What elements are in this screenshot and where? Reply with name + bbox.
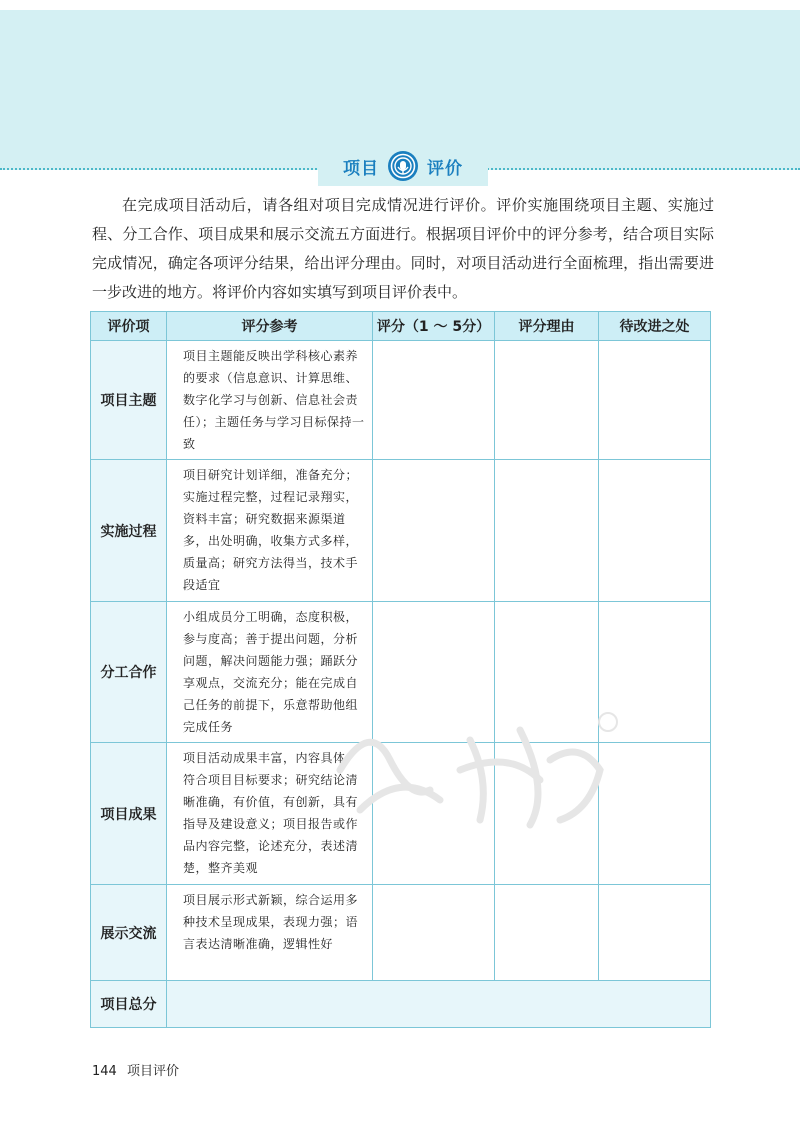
scoring-reference: 项目展示形式新颖，综合运用多种技术呈现成果，表现力强；语言表达清晰准确，逻辑性好 (167, 885, 373, 981)
intro-paragraph: 在完成项目活动后，请各组对项目完成情况进行评价。评价实施围绕项目主题、实施过程、分工合作、项目成果和展示交流五方面进行。根据项目评价中的评分参考，结合项目实际完成情况，确定各项评分结果，给出评分理由。同时，对项目活动进行全面梳理，指出需要进一步改进的地方。将评价内容如实填写到项目评价表中。 (92, 196, 714, 301)
score-cell[interactable] (373, 460, 495, 602)
improvement-cell[interactable] (599, 460, 711, 602)
improvement-cell[interactable] (599, 885, 711, 981)
evaluation-item: 项目成果 (91, 743, 167, 885)
reason-cell[interactable] (495, 460, 599, 602)
column-header: 评价项 (91, 312, 167, 341)
speaker-badge-icon (387, 150, 419, 182)
scoring-reference: 项目研究计划详细，准备充分；实施过程完整，过程记录翔实，资料丰富；研究数据来源渠道多，出处明确，收集方式多样，质量高；研究方法得当，技术手段适宜 (167, 460, 373, 602)
section-title-left: 项目 (343, 158, 379, 179)
score-cell[interactable] (373, 743, 495, 885)
score-cell[interactable] (373, 885, 495, 981)
evaluation-item: 项目主题 (91, 341, 167, 460)
total-score-cell[interactable] (167, 981, 711, 1028)
column-header: 评分参考 (167, 312, 373, 341)
reason-cell[interactable] (495, 602, 599, 743)
evaluation-table (90, 311, 711, 1028)
scoring-reference: 项目活动成果丰富，内容具体，符合项目目标要求；研究结论清晰准确，有价值，有创新，具有指导及建设意义；项目报告或作品内容完整，论述充分，表述清楚，整齐美观 (167, 743, 373, 885)
section-tab (318, 146, 488, 186)
table-row (91, 341, 711, 460)
table-row (91, 602, 711, 743)
table-row (91, 460, 711, 602)
total-score-label: 项目总分 (91, 981, 167, 1028)
improvement-cell[interactable] (599, 743, 711, 885)
column-header: 评分（1 ～ 5分） (373, 312, 495, 341)
column-header: 待改进之处 (599, 312, 711, 341)
column-header: 评分理由 (495, 312, 599, 341)
scoring-reference: 项目主题能反映出学科核心素养的要求（信息意识、计算思维、数字化学习与创新、信息社会责任）；主题任务与学习目标保持一致 (167, 341, 373, 460)
score-cell[interactable] (373, 341, 495, 460)
table-row (91, 743, 711, 885)
improvement-cell[interactable] (599, 602, 711, 743)
scoring-reference: 小组成员分工明确，态度积极，参与度高；善于提出问题，分析问题，解决问题能力强；踊跃分享观点，交流充分；能在完成自己任务的前提下，乐意帮助他组完成任务 (167, 602, 373, 743)
page-number: 144 (92, 1064, 117, 1079)
score-cell[interactable] (373, 602, 495, 743)
evaluation-item: 实施过程 (91, 460, 167, 602)
reason-cell[interactable] (495, 743, 599, 885)
reason-cell[interactable] (495, 341, 599, 460)
section-title-right: 评价 (427, 158, 463, 179)
evaluation-item: 展示交流 (91, 885, 167, 981)
table-row (91, 885, 711, 981)
table-header-row (91, 312, 711, 341)
improvement-cell[interactable] (599, 341, 711, 460)
evaluation-item: 分工合作 (91, 602, 167, 743)
page-footer (92, 1060, 179, 1079)
reason-cell[interactable] (495, 885, 599, 981)
footer-section: 项目评价 (126, 1064, 179, 1079)
table-row-total (91, 981, 711, 1028)
